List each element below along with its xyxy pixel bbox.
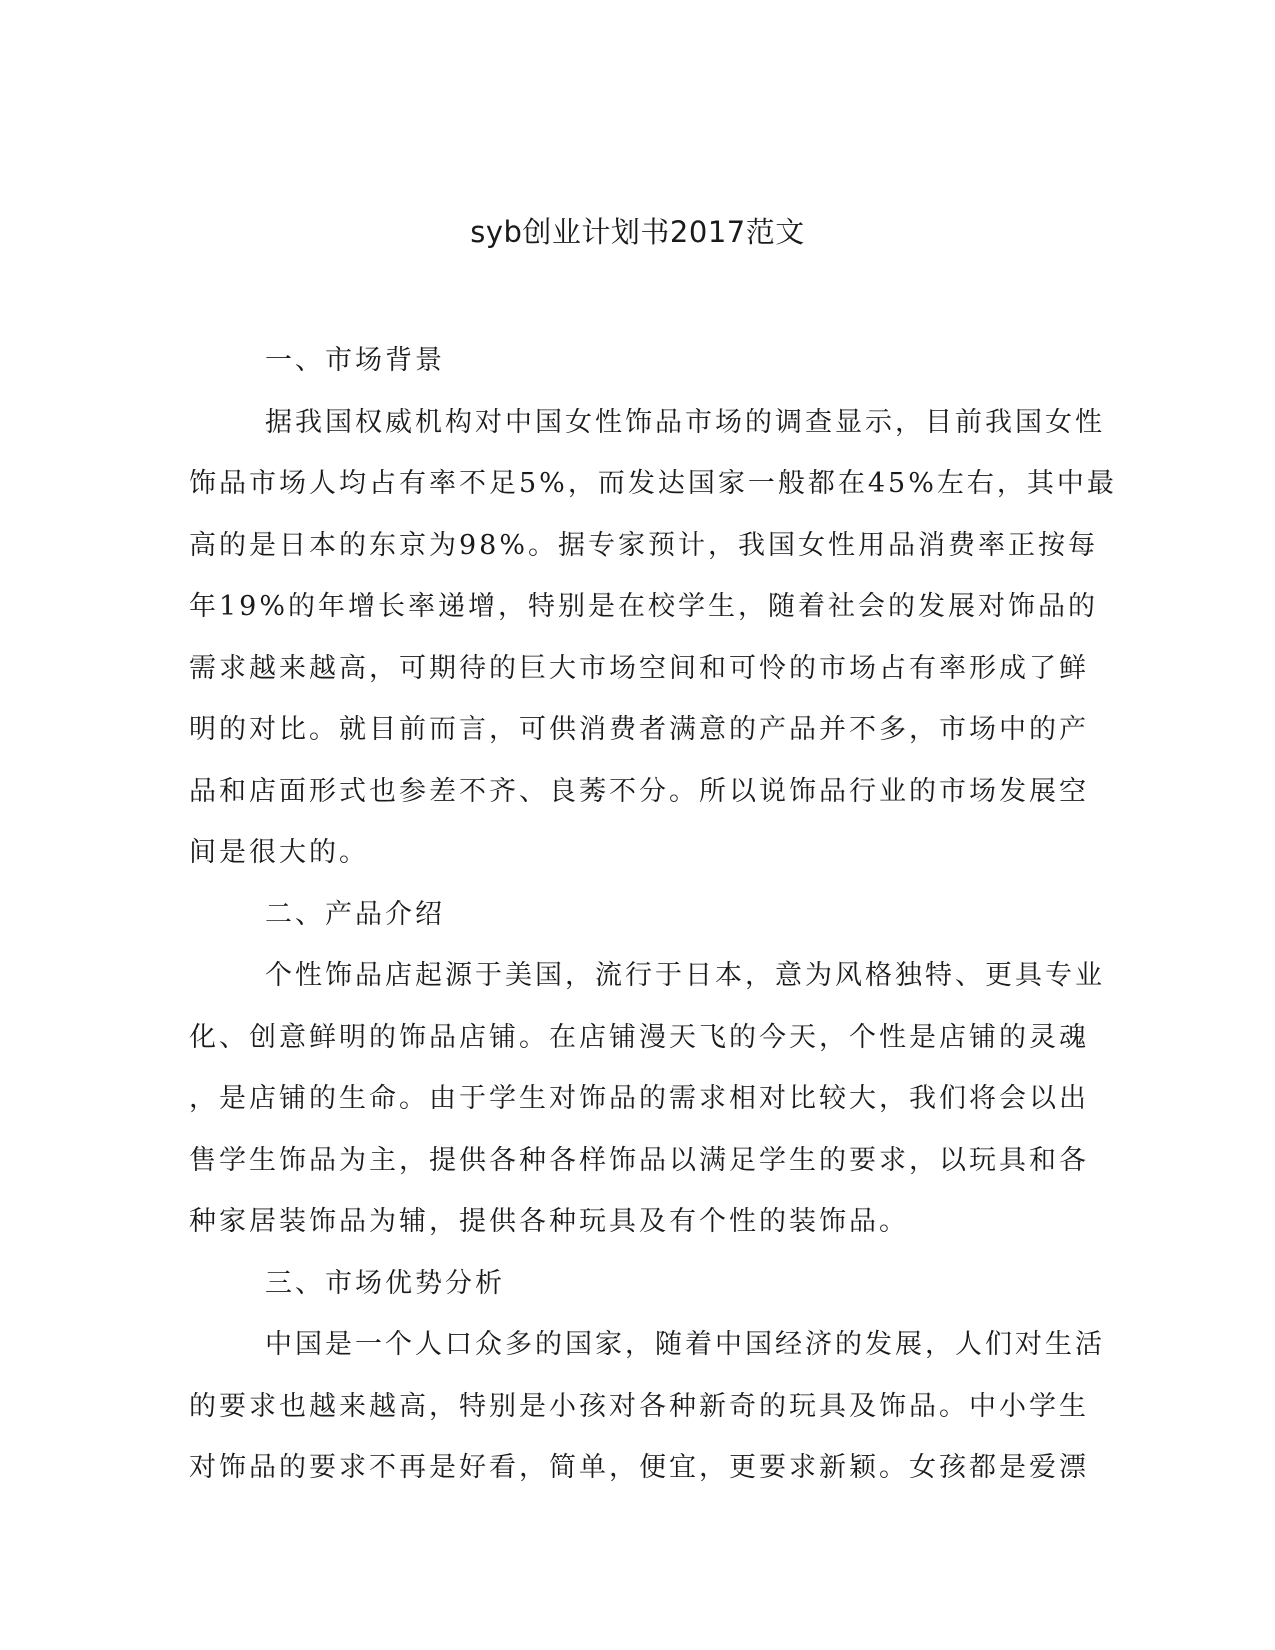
- document-body: [189, 330, 1117, 1499]
- paragraph-line: 个性饰品店起源于美国，流行于日本，意为风格独特、更具专业: [265, 960, 1105, 991]
- document-title: syb创业计划书2017范文: [470, 215, 805, 249]
- paragraph-line: 据我国权威机构对中国女性饰品市场的调查显示，目前我国女性: [265, 406, 1105, 438]
- paragraph-line: 明的对比。就目前而言，可供消费者满意的产品并不多，市场中的产: [189, 714, 1089, 745]
- paragraph-line: 需求越来越高，可期待的巨大市场空间和可怜的市场占有率形成了鲜: [189, 652, 1089, 684]
- paragraph-line: 年19%的年增长率递增，特别是在校学生，随着社会的发展对饰品的: [189, 591, 1099, 622]
- paragraph-line: ，是店铺的生命。由于学生对饰品的需求相对比较大，我们将会以出: [189, 1083, 1089, 1114]
- paragraph-line: 中国是一个人口众多的国家，随着中国经济的发展，人们对生活: [265, 1329, 1105, 1360]
- paragraph-line: 间是很大的。: [189, 837, 369, 868]
- section-heading-product-intro: 二、产品介绍: [265, 898, 445, 930]
- paragraph-line: 种家居装饰品为辅，提供各种玩具及有个性的装饰品。: [189, 1206, 909, 1237]
- paragraph-line: 高的是日本的东京为98%。据专家预计，我国女性用品消费率正按每: [189, 529, 1099, 561]
- paragraph-line: 化、创意鲜明的饰品店铺。在店铺漫天飞的今天，个性是店铺的灵魂: [189, 1021, 1089, 1053]
- paragraph-line: 售学生饰品为主，提供各种各样饰品以满足学生的要求，以玩具和各: [189, 1144, 1089, 1176]
- paragraph-line: 对饰品的要求不再是好看，简单，便宜，更要求新颖。女孩都是爱漂: [189, 1452, 1089, 1483]
- section-heading-market-background: 一、市场背景: [265, 345, 445, 376]
- paragraph-line: 品和店面形式也参差不齐、良莠不分。所以说饰品行业的市场发展空: [189, 775, 1089, 807]
- section-heading-market-advantage: 三、市场优势分析: [265, 1267, 505, 1299]
- paragraph-line: 的要求也越来越高，特别是小孩对各种新奇的玩具及饰品。中小学生: [189, 1390, 1089, 1422]
- paragraph-line: 饰品市场人均占有率不足5%，而发达国家一般都在45%左右，其中最: [189, 468, 1117, 499]
